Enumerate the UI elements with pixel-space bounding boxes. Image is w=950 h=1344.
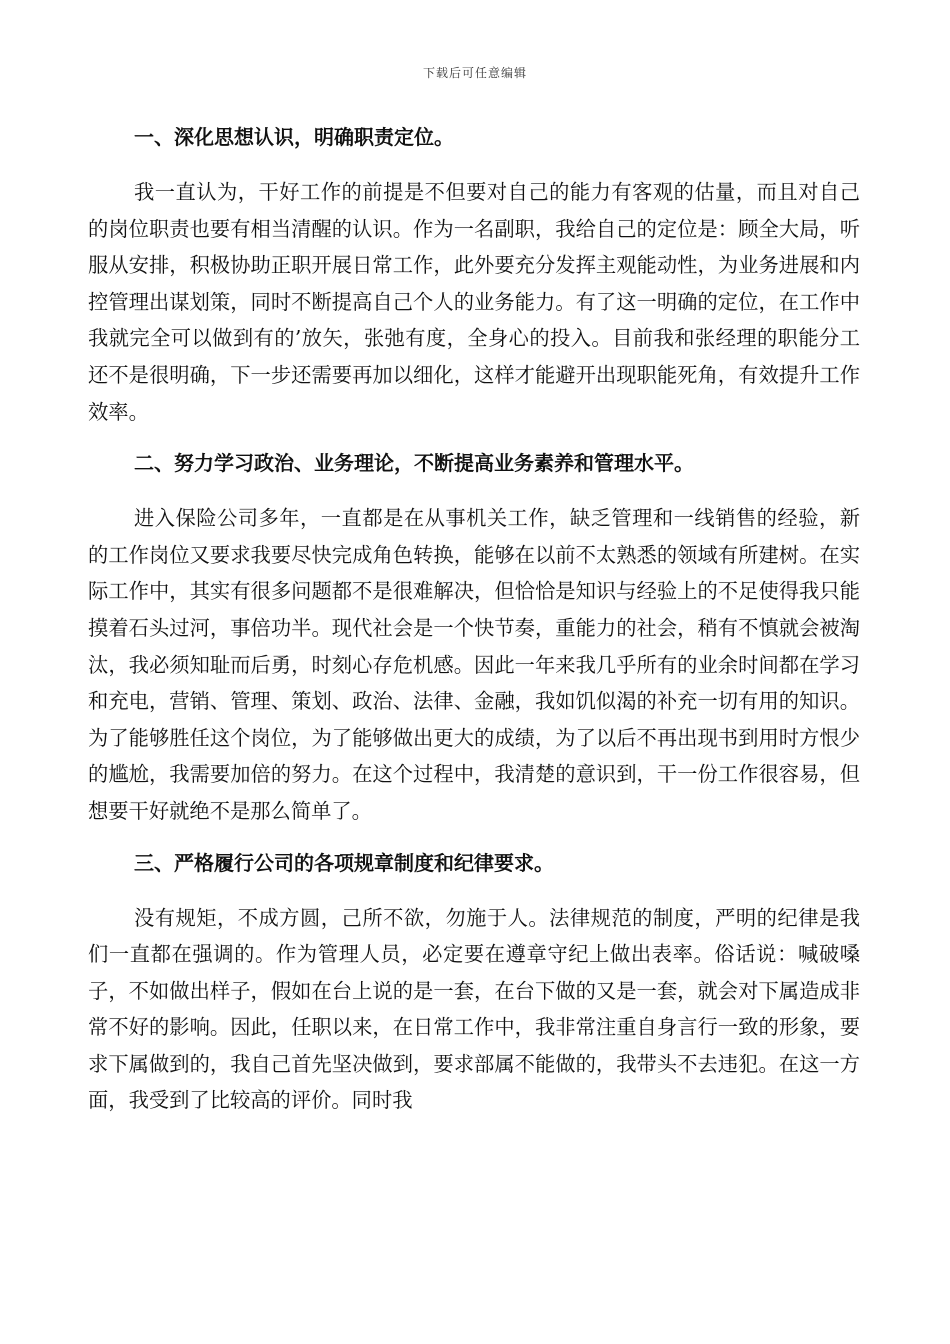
section-paragraph-2: 进入保险公司多年，一直都是在从事机关工作，缺乏管理和一线销售的经验，新的工作岗位又要求我要尽快完成角色转换，能够在以前不太熟悉的领域有所建树。在实际工作中，其实有很多问题都不是很难解决，但恰恰是知识与经验上的不足使得我只能摸着石头过河，事倍功半。现代社会是一个快节奏，重能力的社会，稍有不慎就会被淘汰，我必须知耻而后勇，时刻心存危机感。因此一年来我几乎所有的业余时间都在学习和充电，营销、管理、策划、政治、法律、金融，我如饥似渴的补充一切有用的知识。为了能够胜任这个岗位，为了能够做出更大的成绩，为了以后不再出现书到用时方恨少的尴尬，我需要加倍的努力。在这个过程中，我清楚的意识到，干一份工作很容易，但想要干好就绝不是那么简单了。: [88, 506, 860, 823]
document-body: [88, 118, 860, 1135]
page-header-note: 下载后可任意编辑: [422, 66, 527, 80]
section-heading-2: 二、努力学习政治、业务理论，不断提高业务素养和管理水平。: [134, 451, 694, 476]
section-paragraph-1: 我一直认为，干好工作的前提是不但要对自己的能力有客观的估量，而且对自己的岗位职责也要有相当清醒的认识。作为一名副职，我给自己的定位是：顾全大局，听服从安排，积极协助正职开展日常工作，此外要充分发挥主观能动性，为业务进展和内控管理出谋划策，同时不断提高自己个人的业务能力。有了这一明确的定位，在工作中我就完全可以做到有的’放矢，张弛有度，全身心的投入。目前我和张经理的职能分工还不是很明确，下一步还需要再加以细化，这样才能避开出现职能死角，有效提升工作效率。: [88, 180, 860, 424]
section-paragraph-3: 没有规矩，不成方圆，己所不欲，勿施于人。法律规范的制度，严明的纪律是我们一直都在强调的。作为管理人员，必定要在遵章守纪上做出表率。俗话说：喊破嗓子，不如做出样子，假如在台上说的是一套，在台下做的又是一套，就会对下属造成非常不好的影响。因此，任职以来，在日常工作中，我非常注重自身言行一致的形象，要求下属做到的，我自己首先坚决做到，要求部属不能做的，我带头不去违犯。在这一方面，我受到了比较高的评价。同时我: [88, 905, 860, 1113]
section-heading-1: 一、深化思想认识，明确职责定位。: [134, 125, 454, 149]
section-heading-3: 三、严格履行公司的各项规章制度和纪律要求。: [134, 850, 554, 875]
